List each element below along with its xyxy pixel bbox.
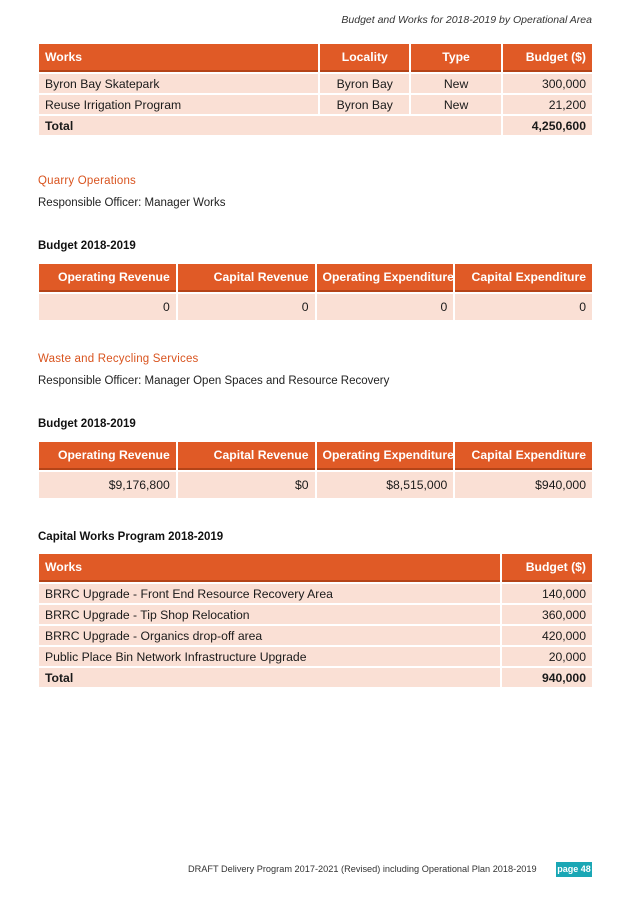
cell-work: Public Place Bin Network Infrastructure Upgrade (39, 647, 500, 666)
table-row (39, 605, 592, 624)
table-header-row (39, 44, 592, 72)
table-row (39, 472, 592, 498)
cell-work: Byron Bay Skatepark (39, 74, 318, 93)
section-title-waste: Waste and Recycling Services (38, 353, 199, 365)
responsible-officer-quarry: Responsible Officer: Manager Works (38, 197, 226, 209)
cell-operating-expenditure: $8,515,000 (317, 472, 454, 498)
column-header-locality: Locality (320, 44, 409, 72)
budget-heading-quarry: Budget 2018-2019 (38, 240, 136, 252)
column-header-operating-expenditure: Operating Expenditure (317, 264, 454, 292)
column-header-type: Type (411, 44, 500, 72)
budget-table-quarry (37, 262, 594, 322)
table-header-row (39, 442, 592, 470)
column-header-budget: Budget ($) (503, 44, 592, 72)
cell-budget: 300,000 (503, 74, 592, 93)
table-row (39, 584, 592, 603)
table-row (39, 74, 592, 93)
column-header-works: Works (39, 554, 500, 582)
total-value: 940,000 (502, 668, 592, 687)
capital-works-heading: Capital Works Program 2018-2019 (38, 531, 224, 543)
column-header-capital-revenue: Capital Revenue (178, 442, 315, 470)
section-title-quarry: Quarry Operations (38, 175, 136, 187)
cell-operating-expenditure: 0 (317, 294, 454, 320)
cell-capital-expenditure: $940,000 (455, 472, 592, 498)
works-table-top (37, 42, 594, 137)
capital-works-table (37, 552, 594, 689)
table-header-row (39, 554, 592, 582)
running-header: Budget and Works for 2018-2019 by Operational Area (341, 14, 592, 26)
cell-budget: 420,000 (502, 626, 592, 645)
table-row (39, 626, 592, 645)
column-header-capital-revenue: Capital Revenue (178, 264, 315, 292)
cell-work: BRRC Upgrade - Tip Shop Relocation (39, 605, 500, 624)
total-row (39, 116, 592, 135)
cell-capital-expenditure: 0 (455, 294, 592, 320)
budget-table-waste (37, 440, 594, 500)
column-header-operating-revenue: Operating Revenue (39, 264, 176, 292)
cell-operating-revenue: 0 (39, 294, 176, 320)
cell-budget: 21,200 (503, 95, 592, 114)
footer-text: DRAFT Delivery Program 2017-2021 (Revised) including Operational Plan 2018-2019 (188, 864, 537, 874)
cell-operating-revenue: $9,176,800 (39, 472, 176, 498)
total-row (39, 668, 592, 687)
cell-work: BRRC Upgrade - Front End Resource Recovery Area (39, 584, 500, 603)
table-row (39, 294, 592, 320)
cell-locality: Byron Bay (320, 95, 409, 114)
cell-type: New (411, 74, 500, 93)
column-header-works: Works (39, 44, 318, 72)
budget-heading-waste: Budget 2018-2019 (38, 418, 136, 430)
column-header-operating-revenue: Operating Revenue (39, 442, 176, 470)
cell-work: Reuse Irrigation Program (39, 95, 318, 114)
table-row (39, 647, 592, 666)
cell-capital-revenue: $0 (178, 472, 315, 498)
cell-capital-revenue: 0 (178, 294, 315, 320)
total-value: 4,250,600 (503, 116, 592, 135)
cell-budget: 20,000 (502, 647, 592, 666)
total-label: Total (39, 116, 501, 135)
cell-budget: 360,000 (502, 605, 592, 624)
cell-type: New (411, 95, 500, 114)
cell-budget: 140,000 (502, 584, 592, 603)
total-label: Total (39, 668, 500, 687)
cell-locality: Byron Bay (320, 74, 409, 93)
cell-work: BRRC Upgrade - Organics drop-off area (39, 626, 500, 645)
column-header-capital-expenditure: Capital Expenditure (455, 442, 592, 470)
column-header-operating-expenditure: Operating Expenditure (317, 442, 454, 470)
table-row (39, 95, 592, 114)
column-header-budget: Budget ($) (502, 554, 592, 582)
page-number-badge: page 48 (556, 862, 592, 877)
responsible-officer-waste: Responsible Officer: Manager Open Spaces and Resource Recovery (38, 375, 390, 387)
column-header-capital-expenditure: Capital Expenditure (455, 264, 592, 292)
table-header-row (39, 264, 592, 292)
